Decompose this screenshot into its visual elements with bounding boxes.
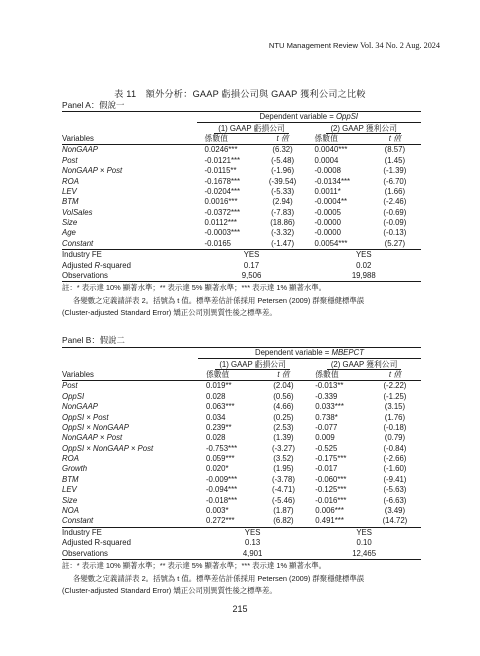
panel-b-dependent-var: MBEPCT [331, 348, 364, 358]
panel-b-col-variables: Variables [62, 370, 198, 381]
panel-b-group2: (2) GAAP 獲利公司 [327, 360, 402, 370]
panel-a-table [62, 111, 421, 282]
panel-b-variable-name: ROA [62, 454, 79, 464]
panel-b-header-row [62, 370, 421, 381]
panel-b-coef-2: 0.491*** [307, 516, 369, 527]
panel-b-dependent-row [62, 348, 421, 359]
panel-b-tstat-2: (14.72) [369, 516, 421, 527]
panel-b-row [62, 412, 421, 422]
panel-a-coef-1: -0.0121*** [204, 155, 241, 165]
panel-b-coef-1: 0.034 [205, 412, 226, 422]
panel-b-obs-1: 4,901 [198, 548, 307, 559]
panel-b-variable-name: NonGAAP [62, 402, 98, 412]
panel-b-variable-name: OppSI × Post [62, 412, 109, 422]
panel-a-tstat-2: (1.66) [384, 186, 406, 196]
panel-a-coef-1: 0.0246*** [204, 145, 238, 155]
panel-a-col-t2: t 值 [369, 134, 421, 145]
panel-b-coef-2: -0.077 [315, 422, 338, 432]
panel-b-coef-2: 0.033*** [315, 402, 344, 412]
panel-b-coef-1: 0.239** [205, 422, 232, 432]
panel-a-dependent-label: Dependent variable = [259, 112, 336, 122]
panel-a-coef-1: -0.0165 [197, 239, 259, 250]
panel-a-variable-name: NonGAAP × Post [62, 166, 123, 176]
panel-b-tstat-1: (1.95) [273, 464, 294, 474]
panel-b-label: Panel B：假說二 [62, 335, 125, 345]
panel-a-row [62, 218, 421, 228]
panel-b-row [62, 392, 421, 402]
panel-b-coef-1: 0.059*** [205, 454, 235, 464]
panel-b-tstat-1: (0.56) [273, 391, 294, 401]
panel-b-adj-r2-row [62, 538, 421, 548]
panel-a-coef-2: -0.0000 [314, 218, 341, 228]
panel-b-tstat-2: (3.15) [384, 402, 406, 412]
panel-b-coef-1: -0.753*** [205, 443, 238, 453]
panel-b-coef-1: 0.272*** [198, 516, 260, 527]
panel-b-variable-name: OppSI [62, 391, 85, 401]
panel-b-obs-label: Observations [62, 548, 198, 559]
journal-name: NTU Management Review [268, 41, 358, 50]
panel-a-variable-name: BTM [62, 197, 79, 207]
panel-a-variable-name: Constant [62, 239, 197, 250]
panel-b-row [62, 423, 421, 433]
panel-a-tstat-2: (-0.69) [383, 207, 407, 217]
panel-a-dependent-row [62, 112, 421, 123]
panel-b-variable-name: Constant [62, 516, 198, 527]
panel-a-variable-name: Post [62, 155, 78, 165]
panel-b-row [62, 475, 421, 485]
panel-b-col-coef1: 係數值 [198, 370, 260, 381]
panel-b-col-coef2: 係數值 [307, 370, 369, 381]
panel-b-variable-name: BTM [62, 474, 79, 484]
panel-a-tstat-2: (8.57) [384, 145, 406, 155]
panel-b-table [62, 347, 421, 560]
panel-b-industry-fe-row [62, 527, 421, 538]
panel-b-note-1: 註：* 表示達 10% 顯著水準；** 表示達 5% 顯著水準；*** 表示達 1% 顯著水準。 [62, 561, 327, 570]
panel-b-tstat-1: (-5.46) [271, 495, 295, 505]
panel-a-row [62, 187, 421, 197]
panel-a-coef-2: 0.0011* [314, 186, 341, 196]
panel-a-header-row [62, 134, 421, 145]
running-head [269, 41, 440, 50]
panel-a-row [62, 176, 421, 186]
panel-a-coef-1: -0.0204*** [204, 186, 241, 196]
panel-b-coef-1: -0.094*** [205, 485, 238, 495]
panel-a-tstat-2: (-0.13) [383, 228, 407, 238]
panel-b-tstat-2: (3.49) [384, 506, 406, 516]
panel-a-industry-fe-2: YES [355, 250, 372, 260]
panel-a-adj-r2-2: 0.02 [356, 260, 372, 270]
panel-b-notes [62, 560, 432, 598]
panel-a-group2: (2) GAAP 獲利公司 [326, 124, 401, 134]
panel-b-industry-fe-1: YES [244, 527, 261, 537]
panel-b-tstat-1: (-4.71) [271, 485, 295, 495]
panel-a-tstat-2: (-6.70) [383, 176, 407, 186]
panel-a-tstat-2: (-1.39) [383, 166, 407, 176]
panel-a-variable-name: LEV [62, 186, 77, 196]
panel-a-coef-2: 0.0040*** [314, 145, 348, 155]
panel-b-tstat-1: (6.82) [260, 516, 308, 527]
table-title: 表 11 額外分析：GAAP 虧損公司與 GAAP 獲利公司之比較 [114, 89, 366, 99]
panel-a-coef-2: -0.0005 [314, 207, 341, 217]
panel-a-group-row [62, 123, 421, 134]
panel-b-tstat-2: (0.79) [384, 433, 406, 443]
panel-b-row [62, 464, 421, 474]
panel-a-tstat-2: (-0.09) [383, 218, 407, 228]
panel-a-coef-1: -0.0115** [204, 166, 237, 176]
panel-b-obs-row [62, 548, 421, 559]
panel-a-notes [62, 282, 432, 320]
panel-a-tstat-1: (-1.96) [271, 166, 295, 176]
panel-b-coef-2: -0.017 [315, 464, 338, 474]
panel-a-group1: (1) GAAP 虧損公司 [214, 124, 289, 134]
panel-b-tstat-2: (-2.22) [383, 381, 407, 391]
panel-a-dependent-var: OppSI [335, 112, 359, 122]
panel-b-variable-name: Growth [62, 464, 88, 474]
panel-b-coef-2: -0.175*** [315, 454, 347, 464]
panel-a-obs-1: 9,506 [197, 271, 307, 282]
panel-b-tstat-2: (-1.60) [383, 464, 407, 474]
panel-a-adj-r2-label [62, 260, 197, 270]
panel-b-row [62, 485, 421, 495]
panel-b-adj-r2-1: 0.13 [245, 538, 261, 548]
panel-a-tstat-2: (1.45) [384, 155, 406, 165]
panel-a-col-coef1: 係數值 [197, 134, 259, 145]
adj-label-b: -squared [100, 260, 131, 270]
panel-a-col-coef2: 係數值 [307, 134, 369, 145]
panel-b-coef-2: -0.060*** [315, 474, 347, 484]
panel-a-col-t1: t 值 [259, 134, 307, 145]
panel-a-variable-name: Size [62, 218, 78, 228]
panel-a-coef-2: 0.0004 [314, 155, 339, 165]
panel-a-coef-1: -0.1678*** [204, 176, 241, 186]
panel-b-variable-name: NonGAAP × Post [62, 433, 123, 443]
panel-b-tstat-1: (-3.78) [271, 474, 295, 484]
panel-a-coef-1: -0.0003*** [204, 228, 241, 238]
panel-b-coef-2: 0.006*** [315, 506, 344, 516]
panel-b-coef-2: 0.738* [315, 412, 338, 422]
panel-b-col-t1: t 值 [260, 370, 308, 381]
panel-b-coef-1: 0.020* [205, 464, 229, 474]
panel-b-row [62, 444, 421, 454]
panel-b-variable-name: OppSI × NonGAAP × Post [62, 443, 154, 453]
panel-a-note-1: 註：* 表示達 10% 顯著水準；** 表示達 5% 顯著水準；*** 表示達 1% 顯著水準。 [62, 283, 327, 292]
panel-a-coef-1: -0.0372*** [204, 207, 241, 217]
panel-b-row [62, 516, 421, 527]
panel-b-tstat-2: (-0.18) [383, 422, 407, 432]
panel-a-tstat-2: (-2.46) [383, 197, 407, 207]
panel-a-coef-2: -0.0008 [314, 166, 341, 176]
panel-a-tstat-1: (2.94) [272, 197, 293, 207]
panel-b-coef-2: -0.013** [315, 381, 344, 391]
panel-b-coef-1: -0.009*** [205, 474, 238, 484]
panel-b-row [62, 454, 421, 464]
panel-b-tstat-2: (1.76) [384, 412, 406, 422]
panel-a-tstat-1: (-5.33) [271, 186, 295, 196]
panel-a-note-2: 各變數之定義請詳表 2。括號為 t 值。標準差估計係採用 Petersen (2009) 群聚穩健標準誤 [73, 295, 365, 305]
panel-a-coef-2: 0.0054*** [307, 239, 369, 250]
panel-b-note-3: (Cluster-adjusted Standard Error) 矯正公司別異質性後之標準差。 [62, 586, 277, 596]
panel-b-variable-name: NOA [62, 506, 79, 516]
panel-a-obs-2: 19,988 [307, 271, 422, 282]
panel-b-tstat-1: (4.66) [273, 402, 294, 412]
panel-b-coef-1: 0.028 [205, 391, 226, 401]
panel-b-tstat-1: (2.53) [273, 422, 294, 432]
panel-a-coef-2: -0.0004** [314, 197, 348, 207]
panel-b-coef-1: 0.019** [205, 381, 232, 391]
panel-b-row [62, 433, 421, 443]
panel-a-col-variables: Variables [62, 134, 197, 145]
panel-b-industry-fe-label: Industry FE [62, 527, 102, 537]
panel-a-row [62, 145, 421, 156]
panel-a-note-3: (Cluster-adjusted Standard Error) 矯正公司別異質性後之標準差。 [62, 308, 277, 318]
panel-b-col-t2: t 值 [369, 370, 421, 381]
panel-a-variable-name: ROA [62, 176, 79, 186]
adj-label-a: Adjusted [62, 260, 95, 270]
panel-a-row [62, 228, 421, 238]
panel-a-coef-2: -0.0134*** [314, 176, 351, 186]
panel-b-variable-name: LEV [62, 485, 77, 495]
panel-a-tstat-1: (-39.54) [268, 176, 297, 186]
panel-b-dependent-label: Dependent variable = [254, 348, 332, 358]
panel-b-coef-2: -0.339 [315, 391, 338, 401]
panel-b-tstat-1: (-3.27) [271, 443, 295, 453]
panel-a-industry-fe-row [62, 250, 421, 261]
page-number: 215 [232, 604, 248, 614]
panel-b-coef-1: -0.018*** [205, 495, 238, 505]
panel-a-industry-fe-label: Industry FE [62, 250, 102, 260]
panel-b-dependent [198, 348, 421, 359]
panel-a-row [62, 239, 421, 250]
panel-b-tstat-2: (-1.25) [383, 391, 407, 401]
panel-b-tstat-1: (0.25) [273, 412, 294, 422]
panel-a-industry-fe-1: YES [243, 250, 260, 260]
panel-b-coef-1: 0.063*** [205, 402, 235, 412]
panel-b-adj-r2-2: 0.10 [356, 538, 372, 548]
panel-a-obs-label: Observations [62, 271, 197, 282]
panel-b-coef-2: -0.016*** [315, 495, 347, 505]
panel-b-coef-2: -0.125*** [315, 485, 347, 495]
panel-b-row [62, 402, 421, 412]
panel-b-row [62, 381, 421, 392]
panel-b-tstat-2: (-6.63) [383, 495, 407, 505]
panel-a-adj-r2-row [62, 260, 421, 270]
panel-b-adj-r2-label: Adjusted R-squared [62, 538, 131, 548]
panel-b-group-row [62, 359, 421, 370]
panel-b-tstat-1: (1.39) [273, 433, 294, 443]
panel-b-coef-2: 0.009 [315, 433, 335, 443]
panel-b-variable-name: Size [62, 495, 78, 505]
panel-a-tstat-1: (-5.48) [271, 155, 295, 165]
panel-a-variable-name: Age [62, 228, 76, 238]
panel-b-tstat-2: (-9.41) [383, 474, 407, 484]
panel-a-tstat-1: (-3.32) [271, 228, 295, 238]
panel-a-tstat-1: (18.86) [270, 218, 295, 228]
panel-b-coef-1: 0.028 [205, 433, 226, 443]
panel-b-tstat-1: (2.04) [273, 381, 294, 391]
panel-a-row [62, 208, 421, 218]
panel-a-row [62, 197, 421, 207]
panel-a-dependent [197, 112, 421, 123]
panel-b-industry-fe-2: YES [356, 527, 372, 537]
panel-b-coef-1: 0.003* [205, 506, 229, 516]
panel-b-tstat-2: (-0.84) [383, 443, 407, 453]
panel-a-tstat-2: (5.27) [369, 239, 421, 250]
panel-a-tstat-1: (6.32) [272, 145, 293, 155]
panel-b-obs-2: 12,465 [307, 548, 421, 559]
journal-issue: Vol. 34 No. 2 Aug. 2024 [360, 41, 440, 50]
panel-b-row [62, 506, 421, 516]
panel-a-variable-name: VolSales [62, 207, 93, 217]
panel-b-variable-name: Post [62, 381, 78, 391]
panel-b-tstat-1: (1.87) [273, 506, 294, 516]
panel-b-group1: (1) GAAP 虧損公司 [215, 360, 290, 370]
panel-a-coef-1: 0.0016*** [204, 197, 238, 207]
panel-b-tstat-1: (3.52) [273, 454, 294, 464]
panel-a-tstat-1: (-7.83) [271, 207, 295, 217]
panel-b-tstat-2: (-2.66) [383, 454, 407, 464]
panel-a-obs-row [62, 271, 421, 282]
panel-a-tstat-1: (-1.47) [259, 239, 307, 250]
adj-label-r: R [94, 260, 101, 270]
panel-b-note-2: 各變數之定義請詳表 2。括號為 t 值。標準差估計係採用 Petersen (2009) 群聚穩健標準誤 [73, 573, 365, 583]
panel-a-label: Panel A：假說一 [62, 100, 125, 110]
panel-a-coef-2: -0.0000 [314, 228, 341, 238]
panel-b-variable-name: OppSI × NonGAAP [62, 422, 129, 432]
panel-a-coef-1: 0.0112*** [204, 218, 237, 228]
panel-b-coef-2: -0.525 [315, 443, 338, 453]
panel-a-variable-name: NonGAAP [62, 145, 98, 155]
panel-a-row [62, 166, 421, 176]
panel-b-row [62, 495, 421, 505]
panel-a-adj-r2-1: 0.17 [243, 260, 260, 270]
panel-b-tstat-2: (-5.63) [383, 485, 407, 495]
panel-a-row [62, 156, 421, 166]
